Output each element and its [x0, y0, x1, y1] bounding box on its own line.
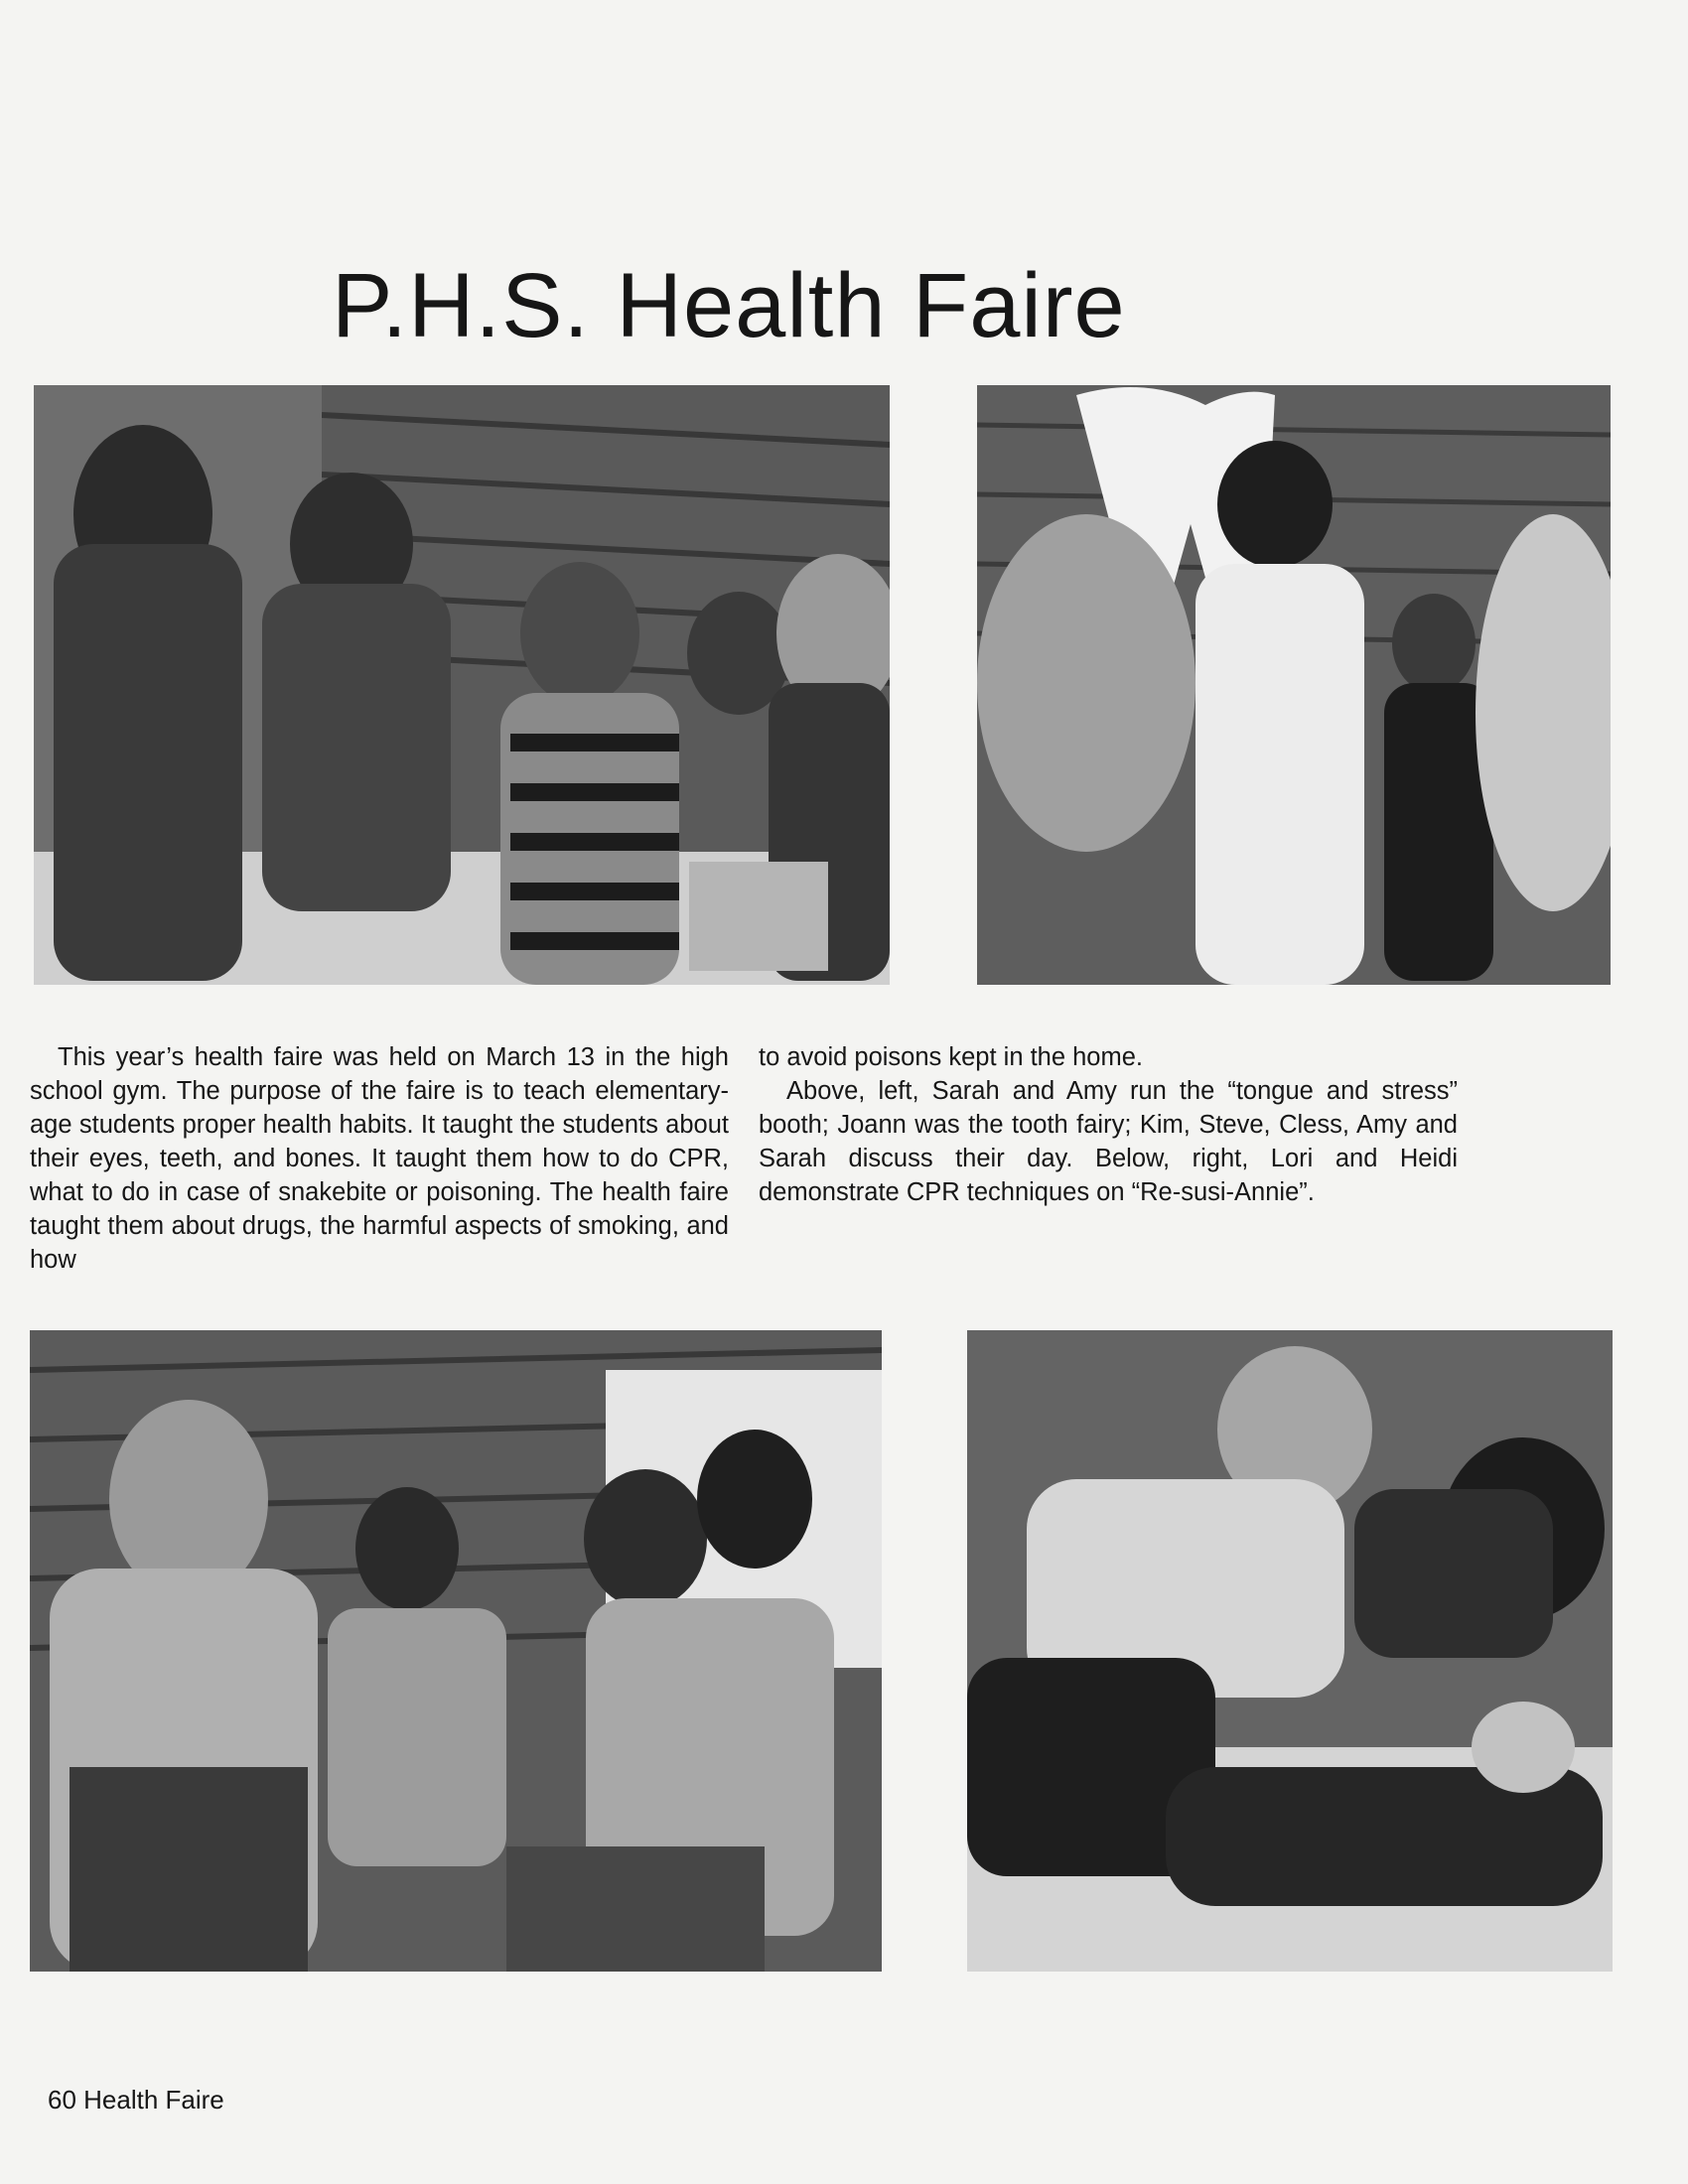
body-paragraph-intro: This year’s health faire was held on March 13 in the high school gym. The purpose of the faire is to teach elementary-age students proper health habits. It taught the students about their eyes, teeth, and bones. It taught them how to do CPR, what to do in case of snakebite or poisoning. The health faire taught them about drugs, the harmful aspects of smoking, and how — [30, 1043, 729, 1274]
photo-caption: Above, left, Sarah and Amy run the “tongue and stress” booth; Joann was the tooth fairy; Kim, Steve, Cless, Amy and Sarah discuss their day. Below, right, Lori and Heidi demonstrate CPR techniques on “Re-susi-Annie”. — [759, 1077, 1458, 1206]
body-column-right — [759, 1040, 1458, 1209]
photo-tooth-fairy — [977, 385, 1611, 985]
photo-tongue-and-stress-booth — [34, 385, 890, 985]
body-paragraph-continuation: to avoid poisons kept in the home. — [759, 1043, 1143, 1071]
page-folio: 60 Health Faire — [48, 2085, 224, 2115]
page-title: P.H.S. Health Faire — [332, 255, 1126, 356]
photo-students-discussing-day — [30, 1330, 882, 1972]
photo-cpr-demonstration — [967, 1330, 1613, 1972]
body-column-left — [30, 1040, 729, 1277]
